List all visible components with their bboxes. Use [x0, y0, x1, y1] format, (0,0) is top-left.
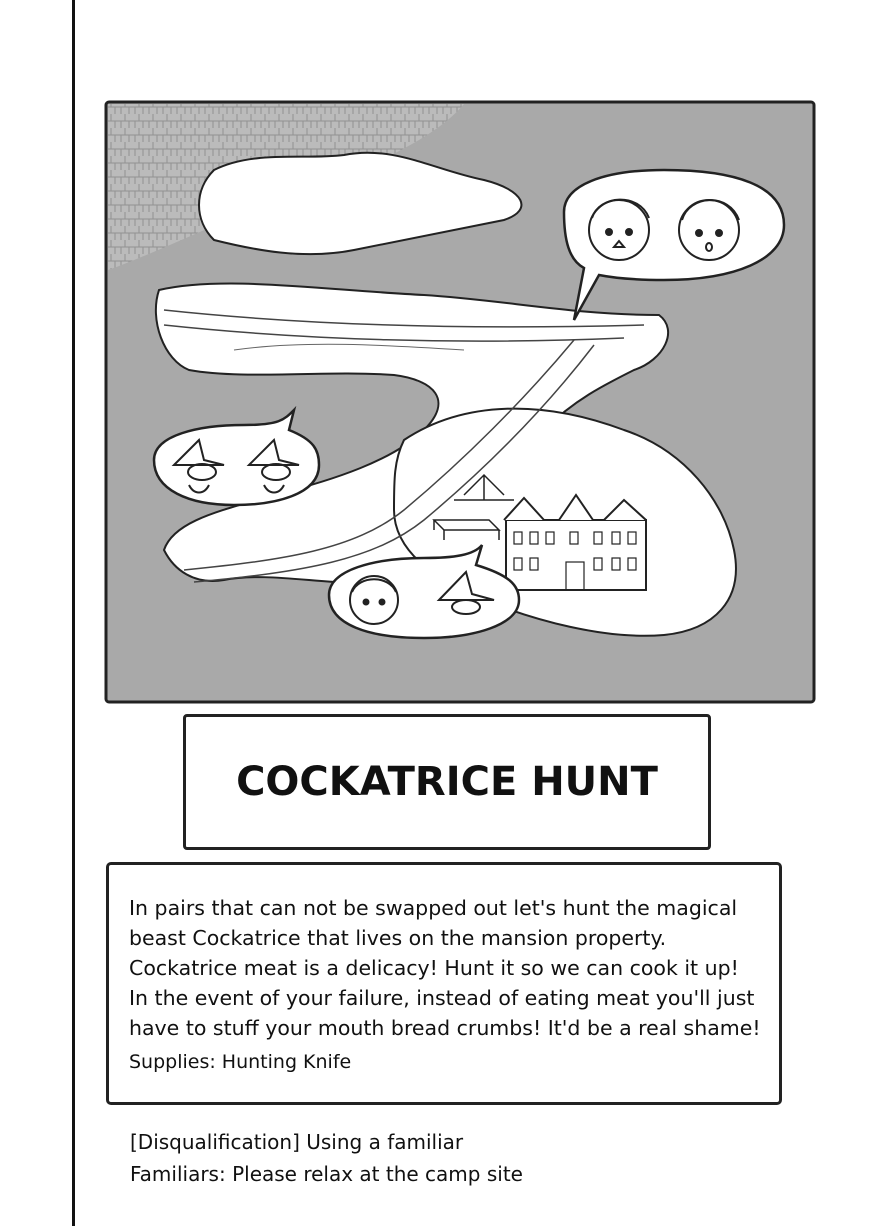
supplies-text: Supplies: Hunting Knife	[129, 1051, 352, 1073]
description-box	[106, 862, 782, 1105]
forest-map	[104, 100, 816, 704]
disqualification-rule: [Disqualification] Using a familiar	[130, 1130, 464, 1154]
girl-face-icon	[679, 200, 739, 260]
gutter-line	[72, 0, 75, 1226]
description-line: beast Cockatrice that lives on the mansion property.	[129, 926, 667, 950]
mansion-icon	[504, 495, 646, 590]
description-line: In pairs that can not be swapped out let's hunt the magical	[129, 896, 738, 920]
girl-face-icon	[589, 200, 649, 260]
familiars-rule: Familiars: Please relax at the camp site	[130, 1162, 523, 1186]
description-line: have to stuff your mouth bread crumbs! It'd be a real shame!	[129, 1016, 761, 1040]
girl-face-icon	[350, 576, 398, 624]
title-box	[183, 714, 711, 850]
description-line: Cockatrice meat is a delicacy! Hunt it so we can cook it up!	[129, 956, 739, 980]
page-title: COCKATRICE HUNT	[236, 759, 658, 805]
description-line: In the event of your failure, instead of eating meat you'll just	[129, 986, 755, 1010]
rules-block	[130, 1126, 770, 1190]
